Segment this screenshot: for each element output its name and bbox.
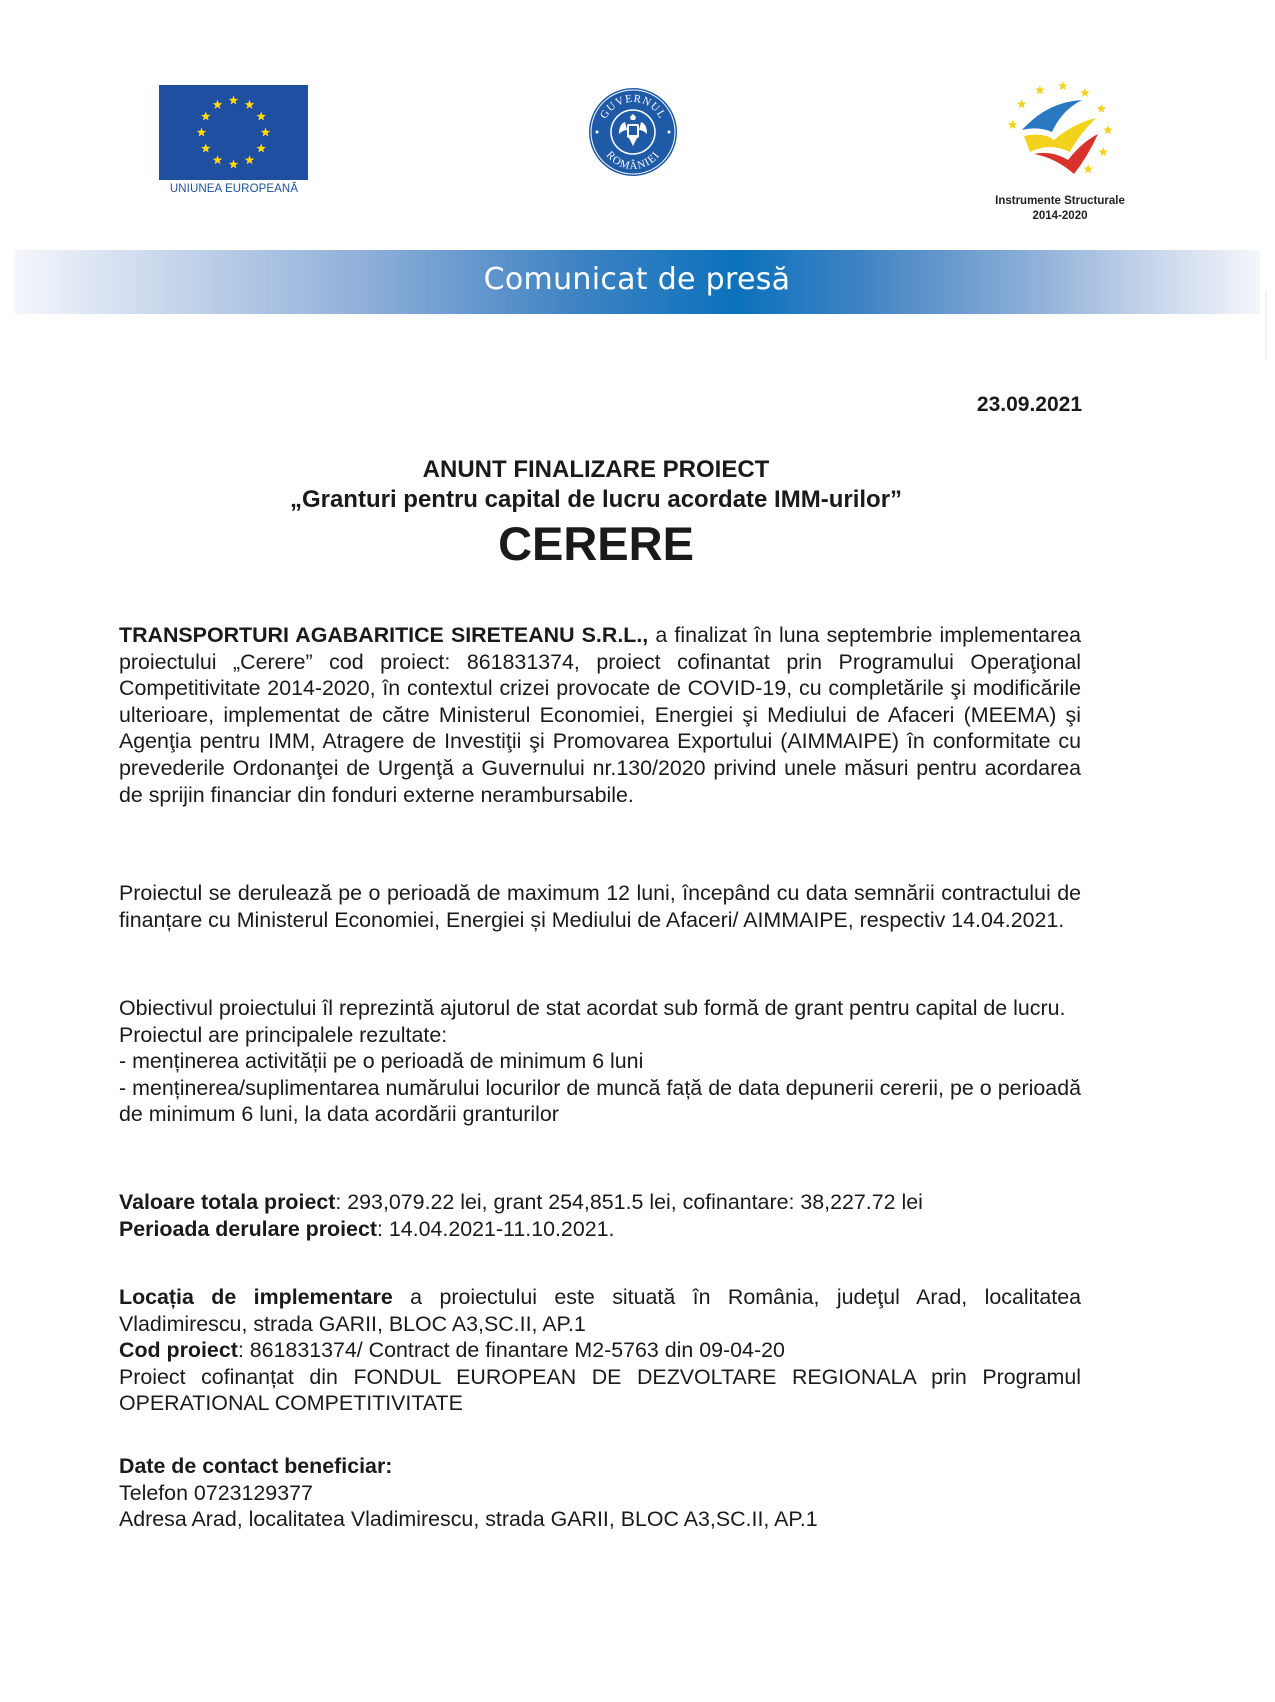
total-value-text: : 293,079.22 lei, grant 254,851.5 lei, cofinantare: 38,227.72 lei xyxy=(335,1190,923,1214)
heading-program: „Granturi pentru capital de lucru acordate IMM-urilor” xyxy=(289,486,903,513)
document-date: 23.09.2021 xyxy=(976,393,1082,416)
is-star-icon xyxy=(1103,125,1113,134)
is-star-icon xyxy=(1083,164,1093,173)
eu-star-icon xyxy=(213,155,223,164)
is-star-icon xyxy=(1008,120,1018,129)
eu-star-icon xyxy=(256,144,266,153)
government-seal-logo xyxy=(587,86,679,183)
eu-flag-icon xyxy=(159,85,308,180)
company-name: TRANSPORTURI AGABARITICE SIRETEANU S.R.L., xyxy=(119,623,649,647)
structural-instruments-label-2: 2014-2020 xyxy=(1032,210,1088,222)
duration-paragraph xyxy=(119,880,1081,933)
eu-star-icon xyxy=(245,155,255,164)
location-text: a proiectului este situată în România, judeţul Arad, localitatea Vladimirescu, strada GARII, BLOC A3,SC.II, AP.1 xyxy=(119,1285,1081,1336)
intro-paragraph xyxy=(119,622,1081,808)
is-star-icon xyxy=(1097,104,1107,113)
banner-title: Comunicat de presă xyxy=(483,262,791,297)
eu-star-icon xyxy=(256,112,266,121)
is-star-icon xyxy=(1035,85,1045,94)
eu-star-icon xyxy=(229,160,239,169)
eu-star-icon xyxy=(201,112,211,121)
results-intro: Proiectul are principalele rezultate: xyxy=(119,1022,448,1047)
page-edge-line xyxy=(1265,290,1267,360)
result-item: - menținerea activității pe o perioadă de minimum 6 luni xyxy=(119,1049,644,1074)
eu-star-icon xyxy=(245,100,255,109)
location-info xyxy=(119,1284,1081,1417)
contact-title: Date de contact beneficiar: xyxy=(119,1454,393,1478)
financial-info xyxy=(119,1189,1081,1242)
seal-top-text: GUVERNUL xyxy=(597,92,669,122)
seal-bottom-text: ROMÂNIEI xyxy=(603,149,663,173)
location-label: Locația de implementare xyxy=(119,1285,393,1309)
eu-star-icon xyxy=(197,128,207,137)
structural-instruments-label-1: Instrumente Structurale xyxy=(995,195,1125,207)
project-code-label: Cod proiect xyxy=(119,1338,238,1363)
eu-star-icon xyxy=(229,96,239,105)
period-value: : 14.04.2021-11.10.2021. xyxy=(376,1216,615,1241)
funding-text: Proiect cofinanțat din FONDUL EUROPEAN DE DEZVOLTARE REGIONALA prin Programul OPERATIONAL COMPETITIVITATE xyxy=(119,1364,1081,1416)
is-star-icon xyxy=(1017,99,1027,108)
result-item: - menținerea/suplimentarea numărului locurilor de muncă față de data depunerii cererii, pe o perioadă de minimum 6 luni, la data acordării granturilor xyxy=(119,1075,1081,1127)
heading-announcement: ANUNT FINALIZARE PROIECT xyxy=(422,456,770,483)
intro-text: a finalizat în luna septembrie implementarea proiectului „Cerere” cod proiect: 861831374, proiect cofinantat prin Programului Operaţional Competitivitate 2014-2020, în contextul crizei provocate de COVID-19, cu completările şi modificările ulterioare, implementat de către Ministerul Economiei, Energiei şi Mediului de Afaceri (MEEMA) şi Agenţia pentru IMM, Atragere de Investiţii şi Promovarea Exportului (AIMMAIPE) în conformitate cu prevederile Ordonanţei de Urgenţă a Guvernului nr.130/2020 privind unele măsuri pentru acordarea de sprijin financiar din fonduri externe nerambursabile. xyxy=(119,623,1081,807)
is-star-icon xyxy=(1098,147,1108,156)
structural-instruments-logo xyxy=(985,80,1135,223)
total-value-label: Valoare totala proiect xyxy=(119,1190,336,1214)
objective-text: Obiectivul proiectului îl reprezintă ajutorul de stat acordat sub formă de grant pentru capital de lucru. xyxy=(119,996,1066,1020)
eu-star-icon xyxy=(201,144,211,153)
contact-address: Adresa Arad, localitatea Vladimirescu, strada GARII, BLOC A3,SC.II, AP.1 xyxy=(119,1507,818,1532)
eu-star-icon xyxy=(261,128,271,137)
eu-star-icon xyxy=(213,100,223,109)
eu-label: UNIUNEA EUROPEANĂ xyxy=(169,183,299,195)
objective-paragraph xyxy=(119,995,1081,1128)
press-release-banner xyxy=(14,250,1260,314)
project-code-value: : 861831374/ Contract de finantare M2-5763 din 09-04-20 xyxy=(237,1338,785,1363)
heading-project-name: CERERE xyxy=(498,517,694,570)
period-label: Perioada derulare proiect xyxy=(119,1216,377,1241)
contact-info xyxy=(119,1453,1081,1533)
is-star-icon xyxy=(1080,88,1090,97)
is-star-icon xyxy=(1058,81,1068,90)
eu-logo xyxy=(159,85,309,200)
announcement-headings xyxy=(119,455,1081,573)
contact-phone: Telefon 0723129377 xyxy=(119,1480,313,1505)
duration-text: Proiectul se derulează pe o perioadă de maximum 12 luni, începând cu data semnării contractului de finanțare cu Ministerul Economiei, Energiei și Mediului de Afaceri/ AIMMAIPE, respectiv 14.04.2021. xyxy=(119,881,1081,932)
